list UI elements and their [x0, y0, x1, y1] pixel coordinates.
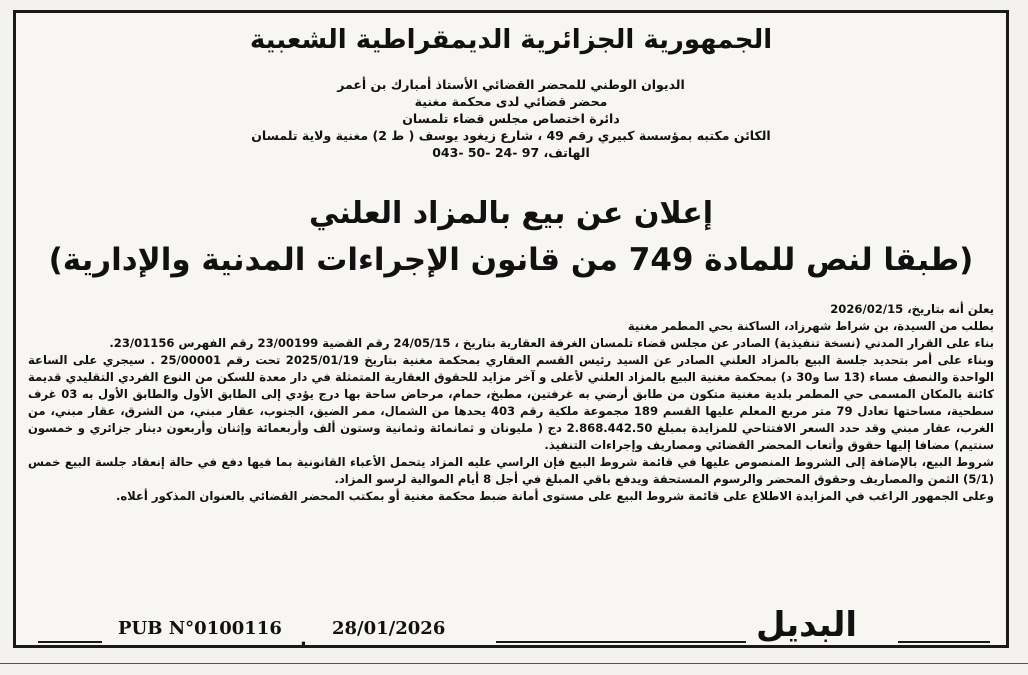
announcement-subheading: (طبقا لنص للمادة 749 من قانون الإجراءات المدنية والإدارية) — [48, 242, 974, 278]
page-title: الجمهورية الجزائرية الديمقراطية الشعبية — [249, 25, 773, 55]
office-jurisdiction: دائرة اختصاص مجلس قضاء تلمسان — [402, 111, 620, 126]
announcement-heading: إعلان عن بيع بالمزاد العلني — [308, 196, 713, 231]
pub-number: PUB N°0100116 — [118, 618, 282, 639]
badil-label: البديل — [756, 605, 858, 645]
body-paragraph-order: وبناء على أمر بتحديد جلسة البيع بالمزاد العلني الصادر عن السيد رئيس القسم العقاري بمحكمة مغنية بتاريخ 2025/01/19 تحت رقم 25/00001 . سيجري على الساعة الواحدة والنصف مساء (13 سا و30 د) بمحكمة مغنية البيع بالمزاد العلني لأعلى و آخر مزايد للحقوق العقارية المتمثلة في دار معدة للسكن من النوع الفردي التقليدي قديمة كائنة بالمكان المسمى حي المطمر بلدية مغنية متكون من طابق أرضي به غرفتين، مطبخ، حمام، مرحاض ساحة بها درج يؤدي إلى الطابق الأول والطابق الأول به 03 غرف سطحية، مساحتها تعادل 79 متر مربع المعلم عليها القسم 189 مجموعة ملكية رقم 403 يحدها من الشمال، ممر الضيق، الجنوب، عقار مبني، من الشرق، عقار مبني، من الغرب، عقار مبني وقد حدد السعر الافتتاحي للمزايدة بمبلغ 2.868.442.50 دج ( مليونان و ثمانمائة وثمانية وستون ألف وأربعمائة وإثنان وأربعون دينار جزائري و خمسون سنتيم) مضافا إليها حقوق وأتعاب المحضر القضائي ومصاريف وإجراءات التنفيذ. — [28, 353, 995, 452]
announcement-frame — [13, 10, 1009, 648]
footer — [38, 605, 984, 651]
body-paragraph-requester: بطلب من السيدة، بن شراط شهرزاد، الساكنة بحي المطمر مغنية — [627, 319, 994, 333]
body-paragraph-date: يعلن أنه بتاريخ، 2026/02/15 — [830, 302, 994, 316]
page-bottom-rule — [0, 663, 1028, 664]
footer-rule-middle — [496, 641, 746, 643]
body-paragraph-decision: بناء على القرار المدني (نسخة تنفيذية) الصادر عن مجلس قضاء تلمسان الغرفة العقارية بتاريخ ، 24/05/15 رقم القضية 23/00199 رقم الفهرس 23/01156. — [109, 336, 994, 350]
office-court: محضر قضائي لدى محكمة مغنية — [414, 94, 608, 109]
office-name: الديوان الوطني للمحضر القضائي الأستاذ أمبارك بن أعمر — [337, 77, 685, 92]
office-phone: الهاتف، 97 -24 -50 -043 — [432, 145, 590, 160]
body-paragraph-public: وعلى الجمهور الراغب في المزايدة الاطلاع على قائمة شروط البيع على مستوى أمانة ضبط محكمة مغنية أو بمكتب المحضر القضائي بالعنوان المذكور أعلاه. — [115, 489, 994, 503]
footer-rule-right — [898, 641, 990, 643]
body-paragraph-conditions: شروط البيع، بالإضافة إلى الشروط المنصوص عليها في قائمة شروط البيع فإن الراسي عليه المزاد يتحمل الأعباء القانونية بما فيها دفع في حالة إنعقاد جلسة البيع خمس (5/1) الثمن والمصاريف وحقوق المحضر والرسوم المستحقة ويدفع باقي المبلغ في أجل 8 أيام الموالية لرسو المزاد. — [28, 455, 994, 486]
announcement-body — [28, 301, 994, 505]
pub-date: 28/01/2026 — [332, 618, 446, 639]
office-address: الكائن مكتبه بمؤسسة كبيري رقم 49 ، شارع زيغود يوسف ( ط 2) مغنية ولاية تلمسان — [251, 128, 771, 143]
footer-separator: . — [300, 629, 307, 650]
footer-rule-left — [38, 641, 102, 643]
